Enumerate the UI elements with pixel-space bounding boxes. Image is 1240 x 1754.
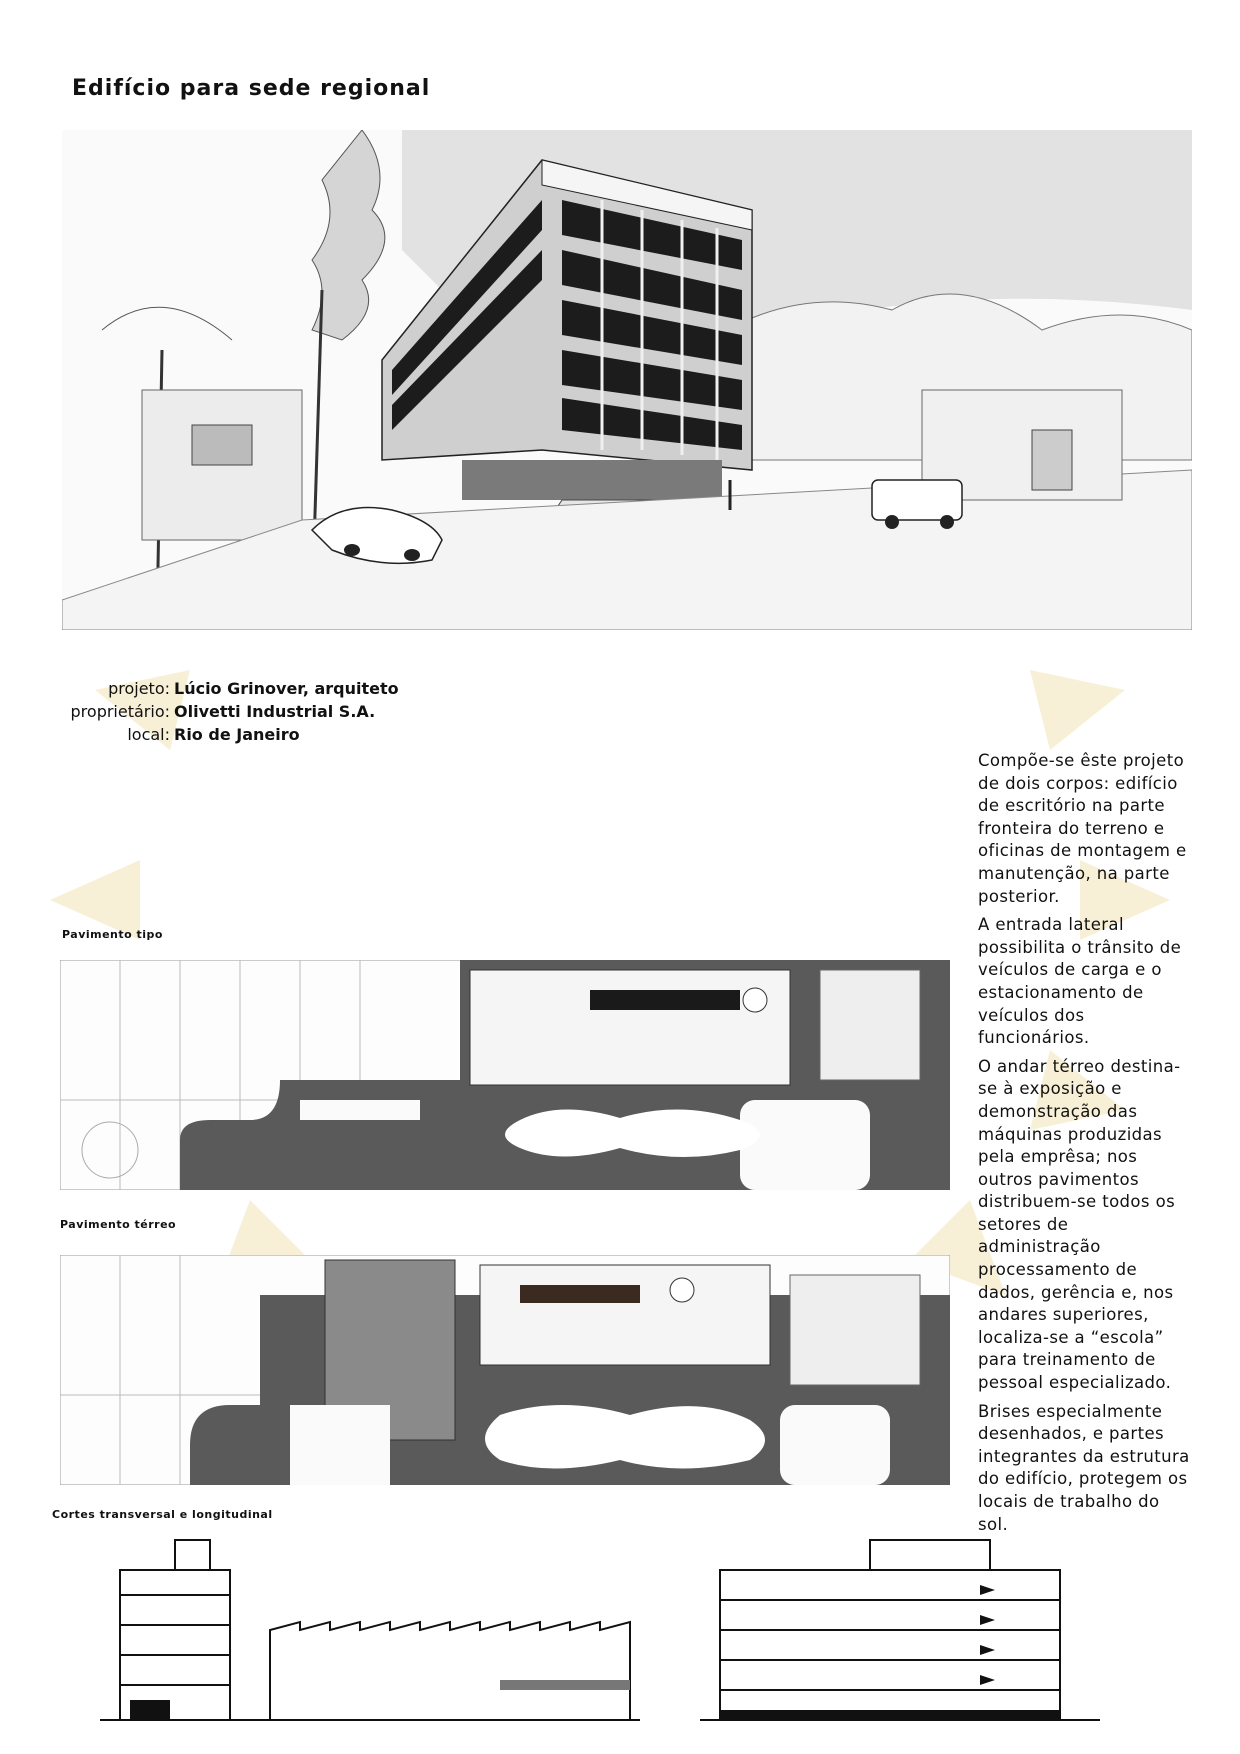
ground-floor-plan: [60, 1255, 950, 1485]
description-paragraph: Compõe-se êste projeto de dois corpos: edifício de escritório na parte fronteira do terreno e oficinas de montagem e manutenção, na parte posterior.: [978, 751, 1187, 906]
credit-row: [60, 677, 400, 700]
description-column: [978, 750, 1192, 1542]
description-paragraph: Brises especialmente desenhados, e partes integrantes da estrutura do edifício, protegem os locais de trabalho do sol.: [978, 1401, 1190, 1534]
credit-key: proprietário:: [70, 702, 170, 721]
building-perspective-illustration: [62, 130, 1192, 630]
building-sections-drawing: [100, 1530, 1120, 1730]
description-paragraph: A entrada lateral possibilita o trânsito de veículos de carga e o estacionamento de veículos dos funcionários.: [978, 915, 1182, 1048]
sections-label: Cortes transversal e longitudinal: [52, 1508, 273, 1521]
description-paragraph: O andar térreo destina-se à exposição e demonstração das máquinas produzidas pela emprêsa; nos outros pavimentos distribuem-se todos os setores de administração processamento de dados, gerência e, nos andares superiores, localiza-se a “escola” para treinamento de pessoal especializado.: [978, 1056, 1181, 1393]
credit-key: projeto:: [108, 679, 170, 698]
ground-floor-label: Pavimento térreo: [60, 1218, 177, 1231]
typical-floor-plan: [60, 960, 950, 1190]
credit-value: Lúcio Grinover, arquiteto: [174, 679, 399, 698]
typical-floor-label: Pavimento tipo: [62, 928, 163, 941]
credit-row: [60, 723, 400, 746]
page-title: Edifício para sede regional: [72, 76, 431, 101]
project-credits: [60, 677, 400, 746]
credit-key: local:: [127, 725, 170, 744]
credit-value: Olivetti Industrial S.A.: [174, 702, 376, 721]
credit-row: [60, 700, 400, 723]
credit-value: Rio de Janeiro: [174, 725, 300, 744]
